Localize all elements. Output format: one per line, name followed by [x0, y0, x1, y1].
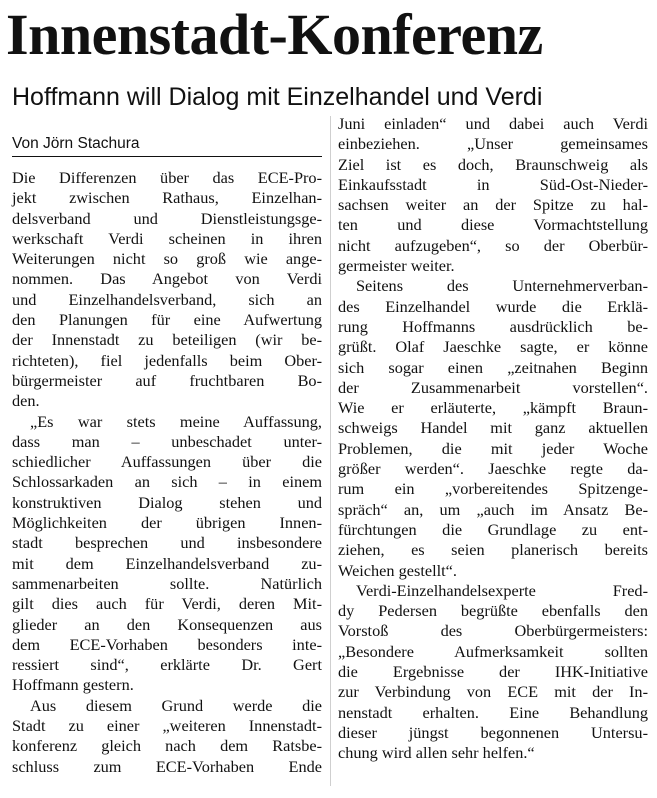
left-column [12, 168, 322, 777]
text-line: größer werden“. Jaeschke regte da- [338, 459, 648, 479]
text-line: Schlossarkaden an sich – in einem [12, 472, 322, 492]
text-line: Die Differenzen über das ECE-Pro- [12, 168, 322, 187]
text-line: rung Hoffmanns ausdrücklich be- [338, 316, 648, 336]
text-line: fürchtungen die Grundlage zu ent- [338, 519, 648, 539]
text-line: „Besondere Aufmerksamkeit sollten [338, 641, 648, 661]
text-line: Problemen, die mit jeder Woche [338, 438, 648, 458]
byline: Von Jörn Stachura [12, 135, 140, 152]
text-line: spräch“ an, um „auch im Ansatz Be- [338, 499, 648, 519]
text-line: werkschaft Verdi scheinen in ihren [12, 228, 322, 248]
text-line: Wie er erläuterte, „kämpft Braun- [338, 398, 648, 418]
text-line: ten und diese Vormachtstellung [338, 215, 648, 235]
text-line: nommen. Das Angebot von Verdi [12, 269, 322, 289]
text-line: richteten), fiel jedenfalls beim Ober- [12, 350, 322, 370]
text-line: dieser jüngst begonnenen Untersu- [338, 722, 648, 742]
text-line: germeister weiter. [338, 256, 455, 276]
text-line: stadt besprechen und insbesondere [12, 533, 322, 553]
text-line: Hoffmann gestern. [12, 675, 134, 695]
text-line: glieder an den Konsequenzen aus [12, 614, 322, 634]
text-line: gilt dies auch für Verdi, deren Mit- [12, 594, 322, 614]
text-line: der Innenstadt zu beteiligen (wir be- [12, 330, 322, 350]
text-line: nicht aufzugeben“, so der Oberbür- [338, 235, 648, 255]
text-line: dass man – unbeschadet unter- [12, 431, 322, 451]
byline-rule [12, 156, 322, 157]
text-line: konstruktiven Dialog stehen und [12, 492, 322, 512]
text-line: den Planungen für eine Aufwertung [12, 310, 322, 330]
right-column [338, 114, 648, 764]
text-line: dy Pedersen begrüßte ebenfalls den [338, 601, 648, 621]
text-line: nenstadt erhalten. Eine Behandlung [338, 702, 648, 722]
text-line: dem ECE-Vorhaben besonders inte- [12, 634, 322, 654]
text-line: mit dem Einzelhandelsverband zu- [12, 553, 322, 573]
text-line: sich sogar einen „zeitnahen Beginn [338, 357, 648, 377]
text-line: bürgermeister auf fruchtbaren Bo- [12, 370, 322, 390]
text-line: ressiert sind“, erklärte Dr. Gert [12, 655, 322, 675]
text-line: chung wird allen sehr helfen.“ [338, 743, 535, 763]
text-line: Einkaufsstadt in Süd-Ost-Nieder- [338, 174, 648, 194]
text-line: und Einzelhandelsverband, sich an [12, 289, 322, 309]
text-line: Verdi-Einzelhandelsexperte Fred- [356, 580, 648, 600]
text-line: jekt zwischen Rathaus, Einzelhan- [12, 188, 322, 208]
text-line: zur Verbindung von ECE mit der In- [338, 682, 648, 702]
text-line: „Es war stets meine Auffassung, [30, 411, 322, 431]
text-line: des Einzelhandel wurde die Erklä- [338, 296, 648, 316]
column-divider [330, 116, 331, 786]
text-line: schluss zum ECE-Vorhaben Ende [12, 756, 322, 776]
text-line: konferenz gleich nach dem Ratsbe- [12, 736, 322, 756]
article-subheadline: Hoffmann will Dialog mit Einzelhandel und Verdi [12, 83, 543, 111]
text-line: die Ergebnisse der IHK-Initiative [338, 662, 648, 682]
text-line: Seitens des Unternehmerverban- [356, 276, 648, 296]
text-line: schiedlicher Auffassungen über die [12, 452, 322, 472]
text-line: Weichen gestellt“. [338, 560, 457, 580]
text-line: den. [12, 391, 40, 411]
text-line: Möglichkeiten der übrigen Innen- [12, 513, 322, 533]
article-headline: Innenstadt-Konferenz [6, 2, 543, 67]
text-line: der Zusammenarbeit vorstellen“. [338, 377, 648, 397]
text-line: sachsen weiter an der Spitze zu hal- [338, 195, 648, 215]
text-line: rum ein „vorbereitendes Spitzenge- [338, 479, 648, 499]
text-line: Weiterungen nicht so groß wie ange- [12, 249, 322, 269]
text-line: sammenarbeiten sollte. Natürlich [12, 573, 322, 593]
text-line: ziehen, es seien planerisch bereits [338, 540, 648, 560]
text-line: einbeziehen. „Unser gemeinsames [338, 134, 648, 154]
text-line: Vorstoß des Oberbürgermeisters: [338, 621, 648, 641]
text-line: grüßt. Olaf Jaeschke sagte, er könne [338, 337, 648, 357]
text-line: Stadt zu einer „weiteren Innenstadt- [12, 716, 322, 736]
text-line: delsverband und Dienstleistungsge- [12, 208, 322, 228]
text-line: Ziel ist es doch, Braunschweig als [338, 154, 648, 174]
text-line: schweigs Handel mit ganz aktuellen [338, 418, 648, 438]
text-line: Juni einladen“ und dabei auch Verdi [338, 114, 648, 133]
text-line: Aus diesem Grund werde die [30, 695, 322, 715]
